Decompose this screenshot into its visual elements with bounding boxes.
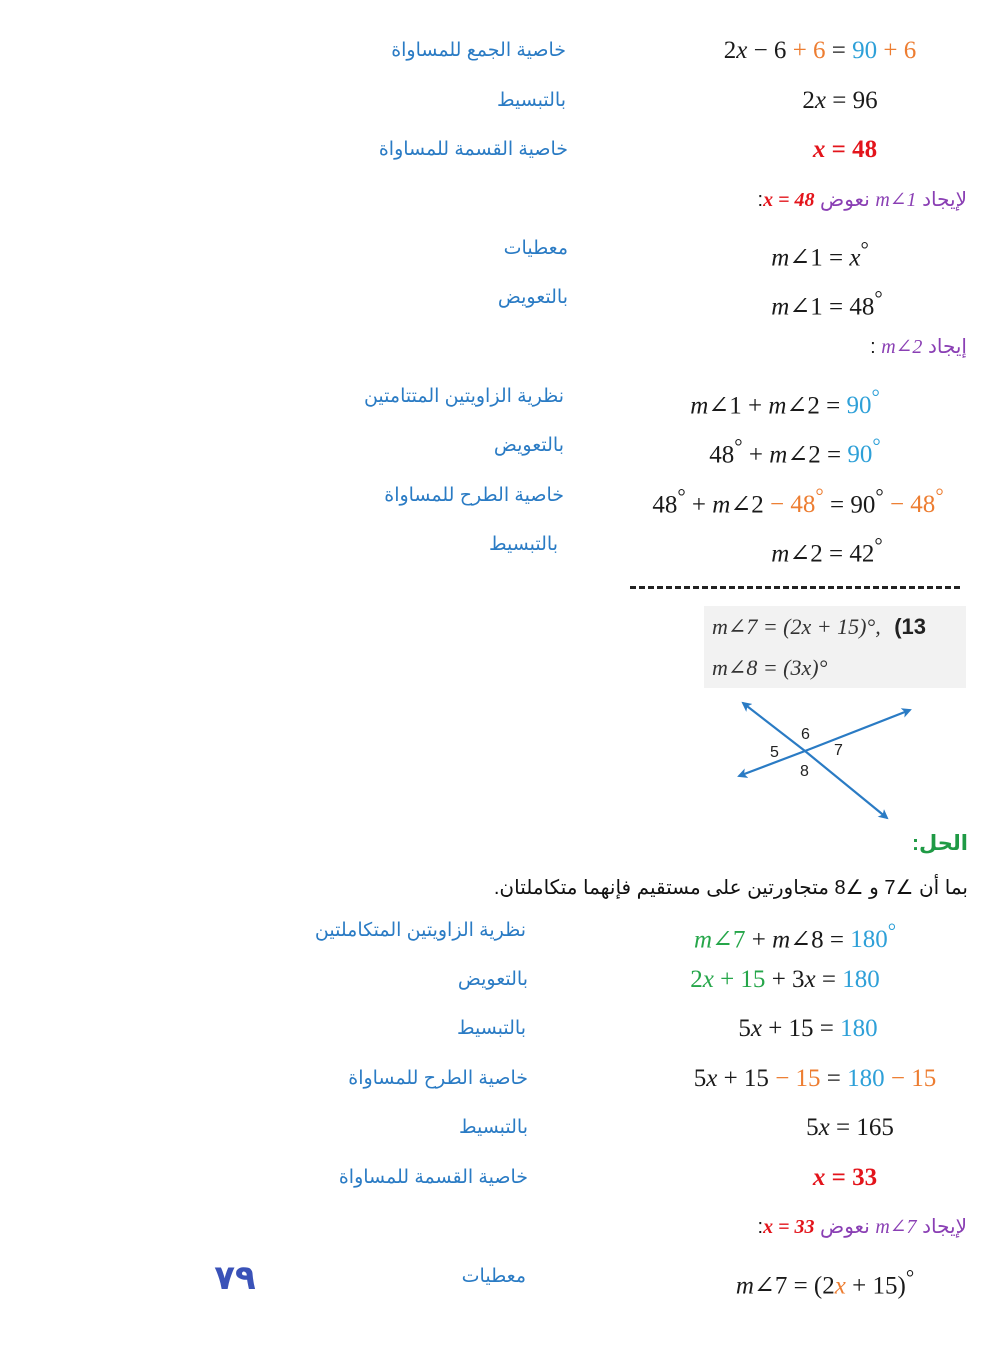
equation: m∠7 + m∠8 = 180°	[693, 919, 897, 954]
heading-label: لإيجاد	[922, 1216, 967, 1238]
proof-row	[0, 377, 1000, 420]
proof-row	[0, 31, 1000, 71]
equation: m∠1 + m∠2 = 90°	[690, 385, 880, 420]
intersecting-lines-diagram	[725, 692, 925, 827]
heading-value: x = 48	[763, 189, 815, 211]
heading-colon: :	[757, 1216, 764, 1238]
equation: 2x + 15 + 3x = 180	[690, 966, 880, 993]
find-angle-heading	[0, 180, 1000, 220]
equation: 2x − 6 + 6 = 90 + 6	[723, 37, 917, 64]
problem-line-1	[712, 607, 926, 647]
equation: 48° + m∠2 − 48° = 90° − 48°	[652, 484, 944, 519]
problem-box	[704, 606, 966, 688]
heading-value: x = 33	[763, 1216, 815, 1238]
proof-row	[0, 525, 1000, 568]
reason-text: معطيات	[503, 238, 568, 259]
heading-colon: :	[757, 189, 764, 211]
proof-row	[0, 278, 1000, 321]
reason-text: خاصية الجمع للمساواة	[391, 40, 566, 61]
problem-given-2: m∠8 = (3x)°	[712, 655, 828, 680]
equation: m∠1 = 48°	[771, 286, 883, 321]
reason-text: بالتعويض	[493, 435, 564, 456]
find-angle-heading	[0, 1207, 1000, 1247]
solution-statement: بما أن ∠7 و ∠8 متجاورتين على مستقيم فإنهما متكاملتان.	[493, 877, 968, 899]
heading-verb: نعوض	[820, 1216, 870, 1238]
heading-angle: m∠2	[881, 336, 923, 358]
heading-angle: m∠1	[875, 189, 917, 211]
reason-text: خاصية الطرح للمساواة	[348, 1068, 528, 1089]
proof-row	[0, 911, 1000, 954]
reason-text: خاصية القسمة للمساواة	[338, 1167, 528, 1188]
reason-text: بالتعويض	[457, 969, 528, 990]
angle-label-8: 8	[800, 763, 809, 780]
heading-verb: نعوض	[820, 189, 870, 211]
solution-label: الحل:	[912, 832, 968, 855]
proof-row	[0, 476, 1000, 519]
problem-line-2	[712, 648, 827, 688]
reason-text: خاصية القسمة للمساواة	[378, 139, 568, 160]
line-b	[805, 710, 910, 751]
section-divider	[630, 586, 960, 589]
proof-row	[0, 229, 1000, 272]
reason-text: نظرية الزاويتين المتكاملتين	[314, 920, 526, 941]
line-a	[805, 751, 887, 818]
proof-row	[0, 130, 1000, 170]
heading-colon: :	[870, 336, 876, 358]
proof-row	[0, 1158, 1000, 1198]
reason-text: خاصية الطرح للمساواة	[384, 485, 564, 506]
proof-row	[0, 960, 1000, 1000]
angle-label-5: 5	[770, 744, 779, 761]
reason-text: بالتبسيط	[458, 1117, 528, 1138]
heading-label: إيجاد	[927, 336, 967, 358]
equation: 48° + m∠2 = 90°	[709, 434, 881, 469]
equation: 5x + 15 − 15 = 180 − 15	[693, 1065, 937, 1092]
proof-row	[0, 426, 1000, 469]
reason-text: معطيات	[461, 1266, 526, 1287]
proof-row	[0, 1257, 1000, 1300]
proof-row	[0, 1108, 1000, 1148]
proof-row	[0, 81, 1000, 121]
equation: 5x = 165	[806, 1114, 894, 1141]
heading-angle: m∠7	[875, 1216, 917, 1238]
equation: m∠1 = x°	[771, 237, 869, 272]
angle-label-6: 6	[801, 726, 810, 743]
reason-text: بالتبسيط	[456, 1018, 526, 1039]
reason-text: نظرية الزاويتين المتتامتين	[363, 386, 564, 407]
reason-text: بالتبسيط	[496, 90, 566, 111]
find-angle-heading	[0, 327, 1000, 367]
angle-label-7: 7	[834, 742, 843, 759]
equation: m∠2 = 42°	[771, 533, 883, 568]
problem-given-1: m∠7 = (2x + 15)°,	[712, 614, 881, 639]
proof-row	[0, 1059, 1000, 1099]
result-equation: x = 48	[812, 136, 878, 163]
equation: 2x = 96	[802, 87, 878, 114]
proof-row	[0, 1009, 1000, 1049]
equation: 5x + 15 = 180	[738, 1015, 878, 1042]
page-number: ٧٩	[214, 1258, 256, 1298]
reason-text: بالتعويض	[497, 287, 568, 308]
problem-number: (13	[894, 614, 927, 639]
equation: m∠7 = (2x + 15)°	[735, 1265, 915, 1300]
reason-text: بالتبسيط	[488, 534, 558, 555]
result-equation: x = 33	[812, 1164, 878, 1191]
heading-label: لإيجاد	[922, 189, 967, 211]
